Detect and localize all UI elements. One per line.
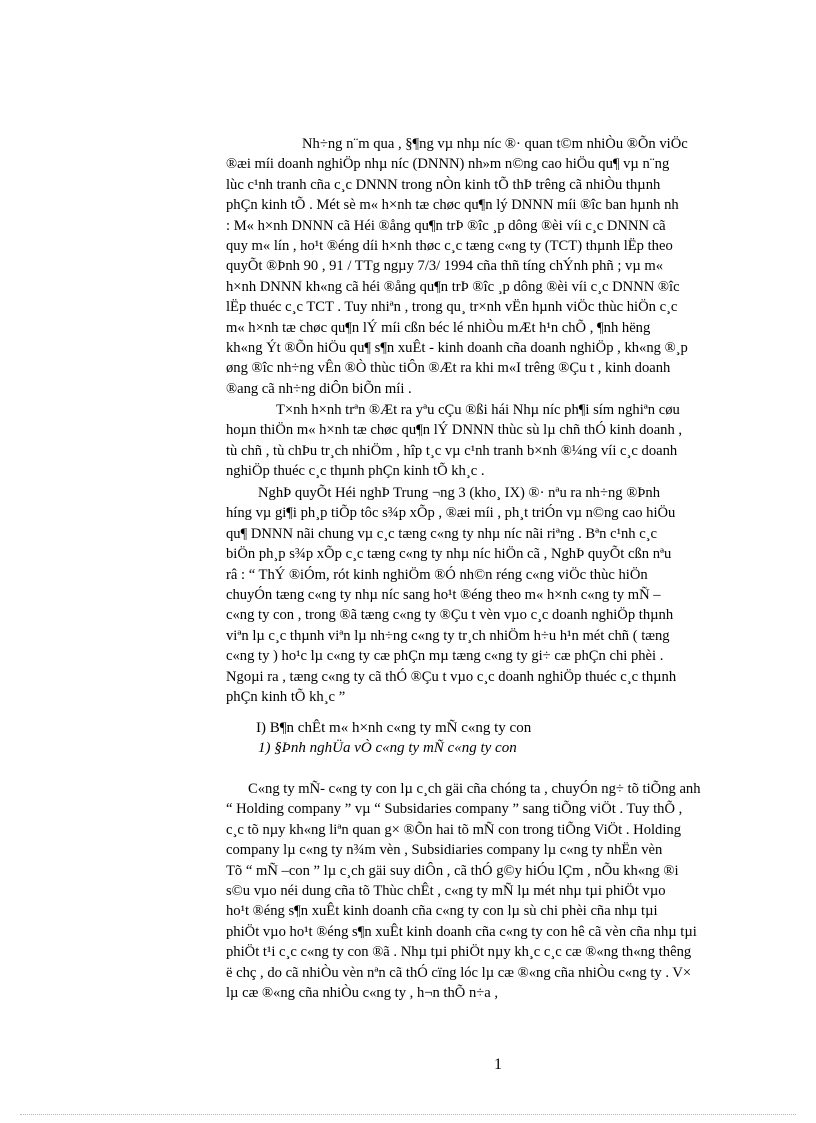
paragraph-line: ho¹t ®éng s¶n xuÊt kinh doanh cña c«ng ty con lµ sù chi phèi cña nhµ tµi <box>226 903 658 920</box>
section-heading: I) B¶n chÊt m« h×nh c«ng ty mÑ c«ng ty con <box>256 720 532 736</box>
paragraph-line: râ : “ ThÝ ®iÓm, rót kinh nghiÖm ®Ó nh©n réng c«ng viÖc thùc hiÖn <box>226 566 648 583</box>
paragraph-line: phiÖt vµo ho¹t ®éng s¶n xuÊt kinh doanh cña c«ng ty con hê cã vèn cña nhµ tµi <box>226 923 697 940</box>
paragraph-line: quy m« lín , ho¹t ®éng díi h×nh thøc c¸c tæng c«ng ty (TCT) thµnh lËp theo <box>226 237 673 254</box>
paragraph-line: ®æi míi doanh nghiÖp nhµ níc (DNNN) nh»m n©ng cao hiÖu qu¶ vµ n¨ng <box>226 156 670 173</box>
paragraph-line: lùc c¹nh tranh cña c¸c DNNN trong nÒn kinh tÕ thÞ trêng cã nhiÒu thµnh <box>226 176 661 193</box>
paragraph-line: híng vµ gi¶i ph¸p tiÕp tôc s¾p xÕp , ®æi míi , ph¸t triÓn vµ n©ng cao hiÖu <box>226 505 676 522</box>
paragraph-line: c¸c tõ nµy kh«ng liªn quan g× ®Õn hai tõ mÑ con trong tiÕng ViÖt . Holding <box>226 821 681 838</box>
paragraph-line: C«ng ty mÑ- c«ng ty con lµ c¸ch gäi cña chóng ta , chuyÓn ng÷ tõ tiÕng anh <box>248 781 701 797</box>
paragraph-line: Tõ “ mÑ –con ” lµ c¸ch gäi suy diÔn , cã thÓ g©y hiÓu lÇm , nÕu kh«ng ®i <box>226 862 679 879</box>
resolution-paragraph <box>226 483 774 707</box>
paragraph-line: m« h×nh tæ chøc qu¶n lÝ míi cßn béc lé nhiÒu mÆt h¹n chÕ , ¶nh hëng <box>226 319 651 336</box>
page-bottom-dotted-line <box>20 1114 796 1115</box>
paragraph-line: quyÕt ®Þnh 90 , 91 / TTg ngµy 7/3/ 1994 cña thñ tíng chÝnh phñ ; vµ m« <box>226 258 664 275</box>
paragraph-line: phÇn kinh tÕ . Mét sè m« h×nh tæ chøc qu¶n lý DNNN míi ®îc ban hµnh nh <box>226 197 679 214</box>
paragraph-line: phiÖt t¹i c¸c c«ng ty con ®ã . Nhµ tµi phiÖt nµy kh¸c c¸c cæ ®«ng th«ng thêng <box>226 944 692 961</box>
paragraph-line: s©u vµo néi dung cña tõ Thùc chÊt , c«ng ty mÑ lµ mét nhµ tµi phiÖt vµo <box>226 882 666 899</box>
paragraph-line: c«ng ty con , trong ®ã tæng c«ng ty ®Çu t vèn vµo c¸c doanh nghiÖp thµnh <box>226 607 674 624</box>
paragraph-line: phÇn kinh tÕ kh¸c ” <box>226 688 346 705</box>
paragraph-line: viªn lµ c¸c thµnh viªn lµ nh÷ng c«ng ty tr¸ch nhiÖm h÷u h¹n mét chñ ( tæng <box>226 627 670 644</box>
second-paragraph <box>226 400 774 482</box>
paragraph-line: Nh÷ng n¨m qua , §¶ng vµ nhµ níc ®· quan t©m nhiÒu ®Õn viÖc <box>302 136 688 152</box>
page-number: 1 <box>494 1056 502 1073</box>
paragraph-line: tù chñ , tù chÞu tr¸ch nhiÖm , hîp t¸c vµ c¹nh tranh b×nh ®¼ng víi c¸c doanh <box>226 442 678 459</box>
paragraph-line: h×nh DNNN kh«ng cã héi ®ång qu¶n trÞ ®îc ¸p dông ®èi víi c¸c DNNN ®îc <box>226 278 680 295</box>
paragraph-line: : M« h×nh DNNN cã Héi ®ång qu¶n trÞ ®îc ¸p dông ®èi víi c¸c DNNN cã <box>226 217 666 234</box>
paragraph-line: c«ng ty ) ho¹c lµ c«ng ty cæ phÇn mµ tæng c«ng ty gi÷ cæ phÇn chi phèi . <box>226 648 664 665</box>
paragraph-line: lËp thuéc c¸c TCT . Tuy nhiªn , trong qu¸ tr×nh vËn hµnh viÖc thùc hiÖn c¸c <box>226 299 678 316</box>
paragraph-line: company lµ c«ng ty n¾m vèn , Subsidiaries company lµ c«ng ty nhËn vèn <box>226 842 663 859</box>
paragraph-line: chuyÓn tæng c«ng ty nhµ níc sang ho¹t ®éng theo m« h×nh c«ng ty mÑ – <box>226 586 661 603</box>
paragraph-line: hoµn thiÖn m« h×nh tæ chøc qu¶n lÝ DNNN thùc sù lµ chñ thÓ kinh doanh , <box>226 422 683 439</box>
paragraph-line: T×nh h×nh trªn ®Æt ra yªu cÇu ®ßi hái Nhµ níc ph¶i sím nghiªn cøu <box>276 402 680 418</box>
paragraph-line: “ Holding company ” vµ “ Subsidaries company ” sang tiÕng viÖt . Tuy thÕ , <box>226 801 683 818</box>
paragraph-line: nghiÖp thuéc c¸c thµnh phÇn kinh tÕ kh¸c . <box>226 463 485 480</box>
definition-paragraph <box>226 779 774 1003</box>
paragraph-line: ®ang cã nh÷ng diÔn biÕn míi . <box>226 380 412 397</box>
intro-paragraph <box>226 134 774 399</box>
paragraph-line: ë chç , do cã nhiÒu vèn nªn cã thÓ cïng lóc lµ cæ ®«ng cña nhiÒu c«ng ty . V× <box>226 964 692 981</box>
paragraph-line: NghÞ quyÕt Héi nghÞ Trung ¬ng 3 (kho¸ IX) ®· nªu ra nh÷ng ®Þnh <box>258 485 661 501</box>
paragraph-line: øng ®îc nh÷ng vÊn ®Ò thùc tiÔn ®Æt ra khi m«I trêng ®Çu t , kinh doanh <box>226 360 671 377</box>
paragraph-line: lµ cæ ®«ng cña nhiÒu c«ng ty , h¬n thÕ n÷a , <box>226 984 499 1001</box>
paragraph-line: qu¶ DNNN nãi chung vµ c¸c tæng c«ng ty nhµ níc nãi riªng . Bªn c¹nh c¸c <box>226 525 658 542</box>
paragraph-line: Ngoµi ra , tæng c«ng ty cã thÓ ®Çu t vµo c¸c doanh nghiÖp thuéc c¸c thµnh <box>226 668 677 685</box>
paragraph-line: kh«ng Ýt ®Õn hiÖu qu¶ s¶n xuÊt - kinh doanh cña doanh nghiÖp , kh«ng ®¸p <box>226 339 688 356</box>
subsection-heading: 1) §Þnh nghÜa vÒ c«ng ty mÑ c«ng ty con <box>258 740 517 756</box>
paragraph-line: biÖn ph¸p s¾p xÕp c¸c tæng c«ng ty nhµ níc hiÖn cã , NghÞ quyÕt cßn nªu <box>226 546 672 563</box>
